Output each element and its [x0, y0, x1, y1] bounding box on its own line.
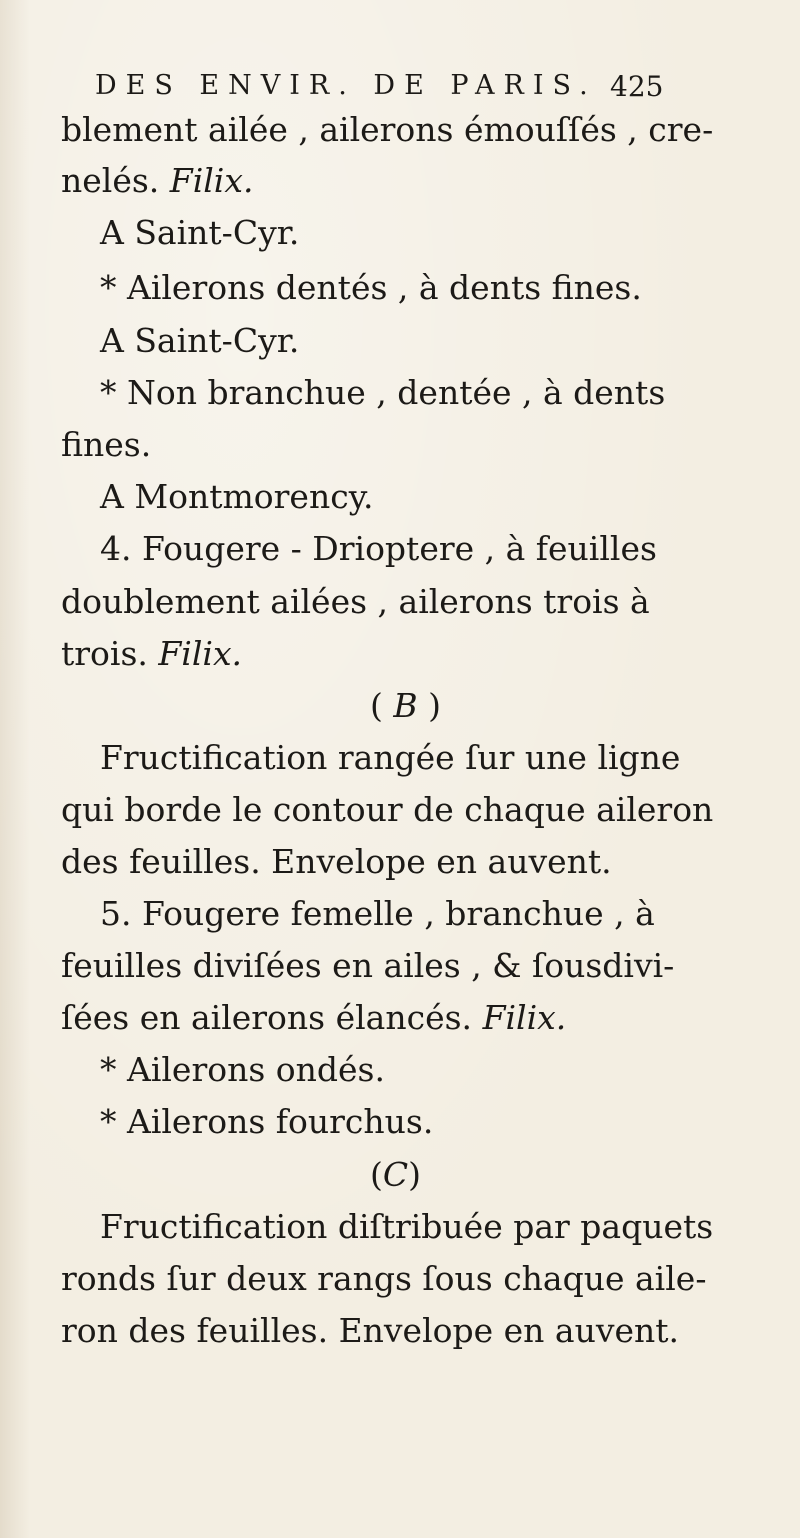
section-marker: ( B ) [370, 686, 442, 725]
text-line: Fructification diſtribuée par paquets [100, 1207, 714, 1246]
text-line: A Saint-Cyr. [100, 213, 300, 252]
latin-name: Filix. [158, 634, 243, 673]
text-line: * Ailerons ondés. [100, 1050, 385, 1089]
text-line: doublement ailées , ailerons trois à [61, 582, 650, 621]
text-line: * Non branchue , dentée , à dents [100, 373, 666, 412]
text-line: fines. [61, 425, 152, 464]
text-line: trois. Filix. [61, 634, 243, 673]
latin-name: Filix. [482, 998, 567, 1037]
text-line: A Saint-Cyr. [100, 321, 300, 360]
header-title: DES ENVIR. DE PARIS. [95, 70, 597, 101]
text-line: feuilles diviſées en ailes , & ſousdivi- [61, 946, 675, 985]
text-line: Fructification rangée ſur une ligne [100, 738, 681, 777]
text-line: * Ailerons dentés , à dents fines. [100, 268, 642, 307]
text-line: * Ailerons fourchus. [100, 1102, 434, 1141]
text-line: 5. Fougere femelle , branchue , à [100, 894, 655, 933]
text-line: ron des feuilles. Envelope en auvent. [61, 1311, 680, 1350]
page-number: 425 [610, 70, 664, 103]
text-line: qui borde le contour de chaque aileron [61, 790, 714, 829]
text-line: A Montmorency. [100, 477, 374, 516]
text-line: des feuilles. Envelope en auvent. [61, 842, 612, 881]
text-line: 4. Fougere - Drioptere , à feuilles [100, 529, 657, 568]
latin-name: Filix. [169, 161, 254, 200]
section-marker: (C) [370, 1155, 421, 1194]
text-line: ſées en ailerons élancés. Filix. [61, 998, 567, 1037]
running-header [95, 70, 695, 101]
text-line: ronds ſur deux rangs ſous chaque aile- [61, 1259, 707, 1298]
text-line: nelés. Filix. [61, 161, 254, 200]
text-line: blement ailée , ailerons émouſſés , cre- [61, 110, 714, 149]
